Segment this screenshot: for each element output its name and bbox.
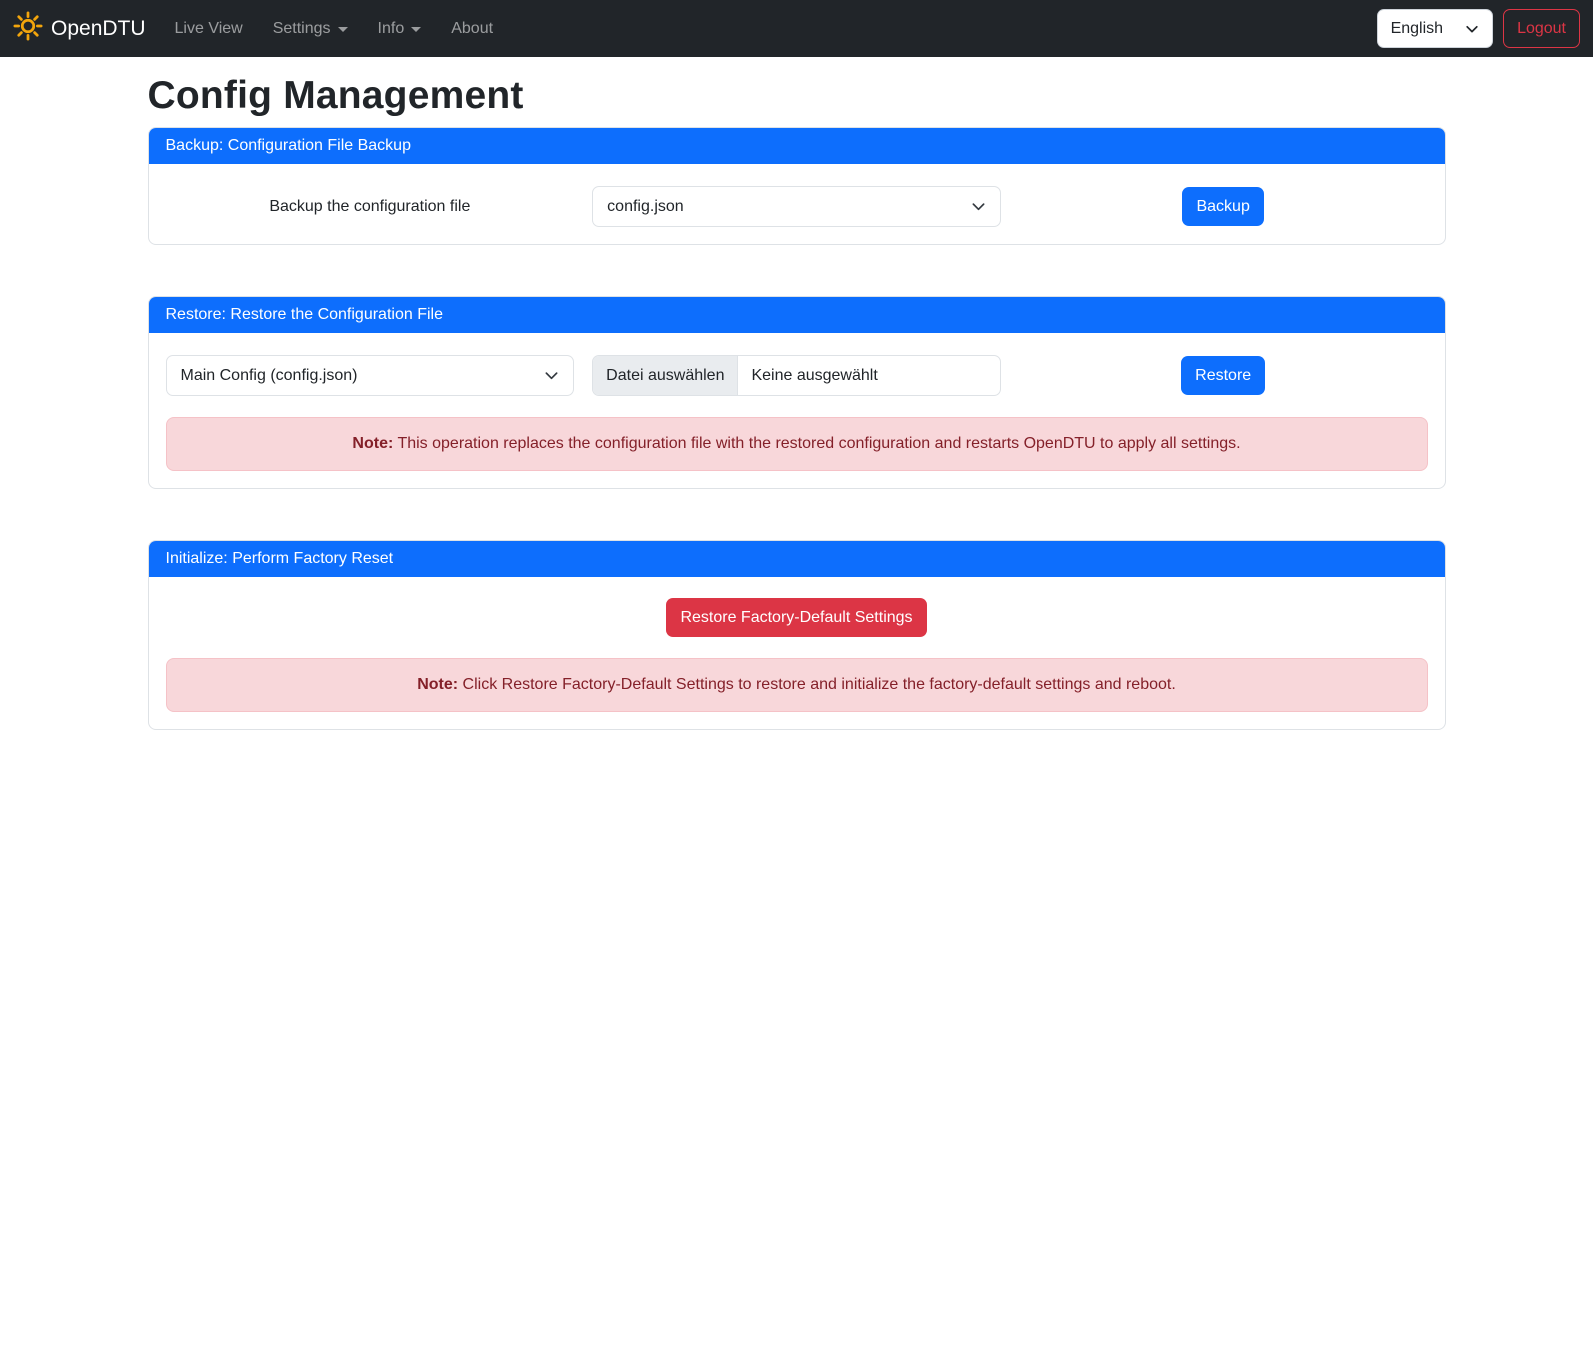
chevron-down-icon <box>411 27 421 32</box>
backup-card <box>148 127 1446 245</box>
nav-item-info[interactable] <box>363 12 437 46</box>
factory-reset-note-alert <box>166 658 1428 712</box>
nav-item-about[interactable] <box>436 12 508 46</box>
brand-logo[interactable] <box>13 7 146 51</box>
factory-reset-card-body <box>149 577 1445 729</box>
logout-button[interactable]: Logout <box>1503 9 1580 48</box>
navbar <box>0 0 1593 57</box>
nav-item-label: About <box>451 19 494 37</box>
nav-item-label: Info <box>377 19 405 37</box>
restore-card-body <box>149 333 1445 488</box>
restore-note-alert <box>166 417 1428 471</box>
sun-icon <box>13 11 43 47</box>
factory-reset-button[interactable]: Restore Factory-Default Settings <box>666 598 926 637</box>
restore-card-header: Restore: Restore the Configuration File <box>149 297 1445 333</box>
brand-label: OpenDTU <box>51 16 146 40</box>
note-label: Note: <box>417 676 459 694</box>
note-text: Click Restore Factory-Default Settings to restore and initialize the factory-default settings and reboot. <box>458 676 1176 694</box>
chevron-down-icon <box>338 27 348 32</box>
file-choose-button[interactable]: Datei auswählen <box>593 356 738 395</box>
backup-button[interactable]: Backup <box>1182 187 1263 226</box>
navbar-right <box>1377 9 1580 48</box>
restore-config-select[interactable] <box>166 355 575 396</box>
backup-file-select[interactable] <box>592 186 1001 227</box>
backup-file-label: Backup the configuration file <box>269 197 471 215</box>
restore-file-input[interactable] <box>592 355 1001 396</box>
file-status-text: Keine ausgewählt <box>751 366 878 384</box>
restore-card <box>148 296 1446 489</box>
note-label: Note: <box>352 435 394 452</box>
restore-config-select-value: Main Config (config.json) <box>180 366 358 384</box>
language-select[interactable] <box>1377 9 1493 48</box>
page-title: Config Management <box>147 74 524 117</box>
chevron-down-icon <box>544 368 559 383</box>
backup-file-select-value: config.json <box>607 197 684 215</box>
nav-links <box>160 12 509 46</box>
nav-item-settings[interactable] <box>258 12 363 46</box>
chevron-down-icon <box>971 199 986 214</box>
main-container <box>148 74 1446 730</box>
restore-button[interactable]: Restore <box>1181 356 1265 395</box>
backup-card-header: Backup: Configuration File Backup <box>149 128 1445 164</box>
language-select-value: English <box>1390 19 1444 37</box>
factory-reset-card-header: Initialize: Perform Factory Reset <box>149 541 1445 577</box>
nav-item-label: Settings <box>272 19 331 37</box>
chevron-down-icon <box>1465 22 1479 36</box>
backup-card-body <box>149 164 1445 244</box>
nav-item-live-view[interactable] <box>160 12 258 46</box>
factory-reset-card <box>148 540 1446 730</box>
note-text: This operation replaces the configuration file with the restored configuration and restarts OpenDTU to apply all settings. <box>393 435 1241 452</box>
nav-item-label: Live View <box>174 19 243 37</box>
